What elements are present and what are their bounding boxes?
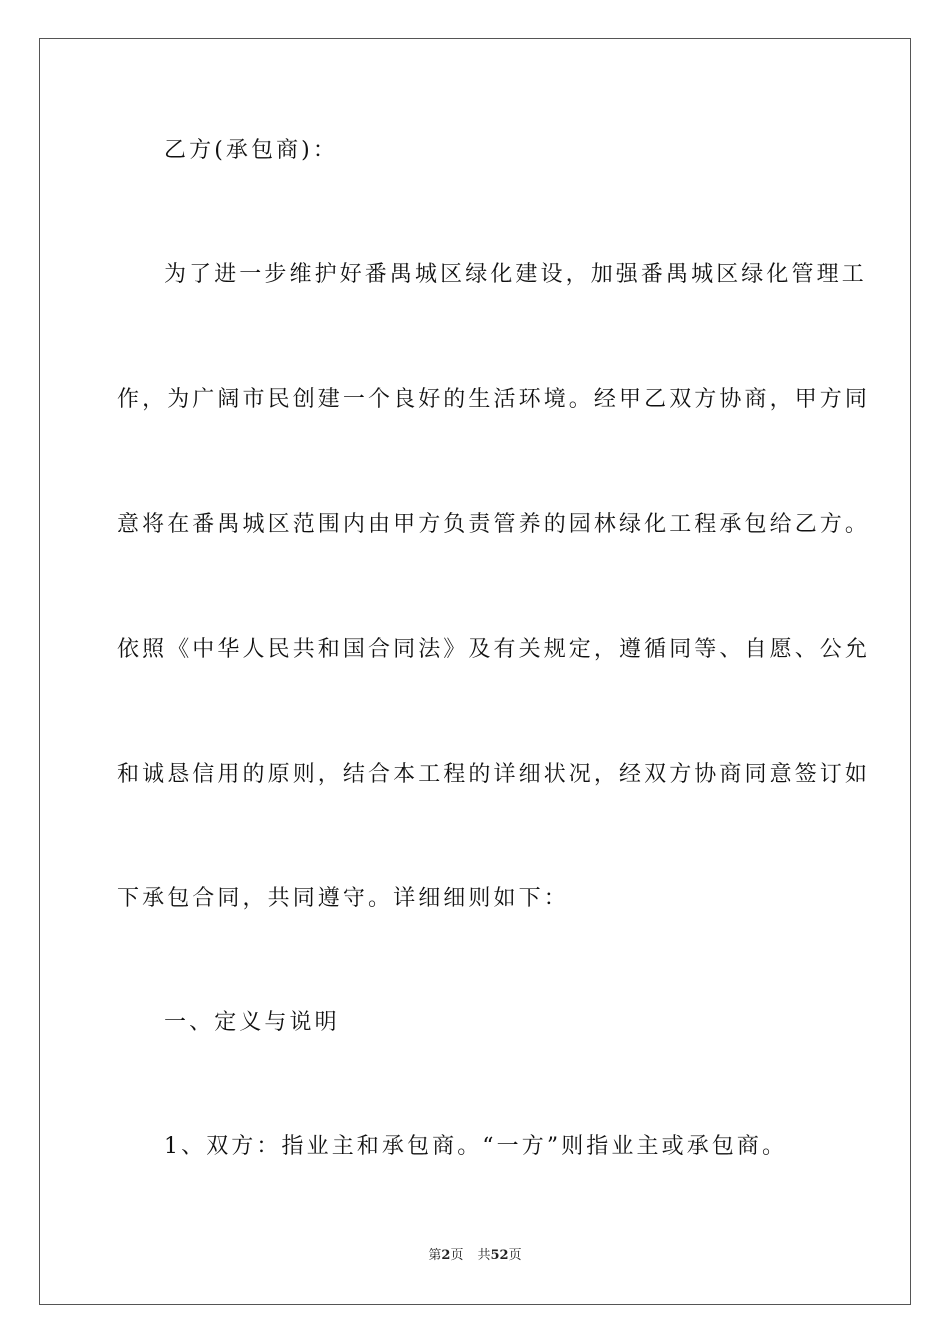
body-paragraph-line-1: 为了进一步维护好番禺城区绿化建设，加强番禺城区绿化管理工 (164, 262, 867, 287)
total-prefix: 共 (477, 1248, 491, 1263)
page-prefix: 第 (428, 1248, 442, 1263)
total-page-count: 52 (490, 1248, 509, 1263)
body-paragraph-line-3: 意将在番禺城区范围内由甲方负责管养的园林绿化工程承包给乙方。 (117, 512, 871, 537)
body-paragraph-line-2: 作，为广阔市民创建一个良好的生活环境。经甲乙双方协商，甲方同 (117, 387, 871, 412)
body-paragraph-line-4: 依照《中华人民共和国合同法》及有关规定，遵循同等、自愿、公允 (117, 637, 871, 662)
party-b-label: 乙方(承包商)： (164, 138, 338, 163)
page-suffix: 页 (450, 1248, 464, 1263)
page-border (39, 38, 911, 1305)
body-paragraph-line-6: 下承包合同，共同遵守。详细细则如下： (117, 886, 569, 911)
page-footer (0, 1248, 950, 1264)
section-heading: 一、定义与说明 (164, 1010, 340, 1035)
definition-item-1: 1、双方：指业主和承包商。“一方”则指业主或承包商。 (164, 1134, 788, 1159)
current-page-number: 2 (441, 1248, 451, 1263)
total-suffix: 页 (508, 1248, 522, 1263)
body-paragraph-line-5: 和诚恳信用的原则，结合本工程的详细状况，经双方协商同意签订如 (117, 762, 871, 787)
